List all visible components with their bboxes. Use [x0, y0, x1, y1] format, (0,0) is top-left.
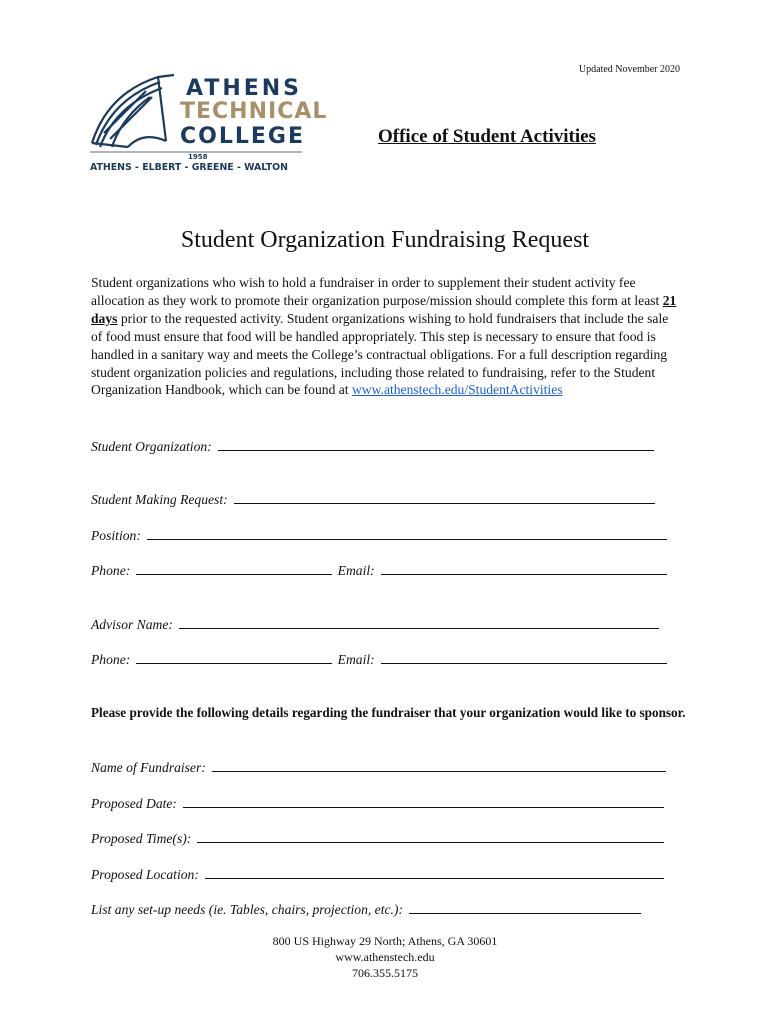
fundraiser-name-row — [91, 758, 666, 776]
form-title: Student Organization Fundraising Request — [180, 227, 590, 253]
intro-deadline: 21 days — [91, 292, 677, 326]
footer-website: www.athenstech.edu — [335, 950, 435, 964]
college-logo — [88, 73, 328, 173]
setup-needs-row — [91, 900, 641, 918]
student-org-label: Student Organization: — [91, 439, 212, 454]
intro-paragraph — [91, 274, 681, 399]
logo-year: 1958 — [188, 153, 208, 161]
email-label-1: Email: — [337, 563, 375, 578]
intro-text-2: prior to the requested activity. Student organizations wishing to hold fundraisers that include the sale of food must ensure that food will be handled appropriately. This step is necessary to ensure that food is handled in a sanitary way and meets the College’s contractual obligations. For a full description regarding student organization policies and regulations, including those related to fundraising, refer to the Student Organization Handbook, which can be found at — [91, 310, 669, 398]
phone-label-1: Phone: — [91, 563, 131, 578]
setup-needs-field[interactable] — [409, 900, 641, 914]
logo-technical: TECHNICAL — [180, 99, 328, 124]
logo-college: COLLEGE — [180, 124, 305, 149]
phone-label-2: Phone: — [91, 652, 131, 667]
proposed-time-field[interactable] — [197, 829, 664, 843]
fundraiser-name-label: Name of Fundraiser: — [91, 760, 206, 775]
fundraiser-name-field[interactable] — [212, 758, 666, 772]
position-row — [91, 526, 667, 544]
position-field[interactable] — [147, 526, 667, 540]
advisor-row — [91, 615, 659, 633]
proposed-time-row — [91, 829, 664, 847]
proposed-location-field[interactable] — [205, 865, 664, 879]
stadium-arch-icon — [88, 73, 328, 173]
footer — [0, 933, 770, 981]
proposed-date-row — [91, 794, 664, 812]
proposed-date-field[interactable] — [183, 794, 664, 808]
student-making-label: Student Making Request: — [91, 492, 228, 507]
student-making-field[interactable] — [234, 490, 655, 504]
position-label: Position: — [91, 528, 141, 543]
phone-field-1[interactable] — [136, 561, 332, 575]
updated-date: Updated November 2020 — [578, 64, 680, 75]
setup-needs-label: List any set-up needs (ie. Tables, chairs, projection, etc.): — [91, 902, 403, 917]
proposed-location-label: Proposed Location: — [91, 867, 199, 882]
logo-athens: ATHENS — [186, 76, 303, 101]
details-instructions: Please provide the following details regarding the fundraiser that your organization would like to sponsor. — [91, 705, 686, 720]
contact-row-1 — [91, 561, 667, 579]
advisor-label: Advisor Name: — [91, 617, 173, 632]
student-making-row — [91, 490, 655, 508]
contact-row-2 — [91, 650, 667, 668]
proposed-time-label: Proposed Time(s): — [91, 831, 192, 846]
student-org-row — [91, 437, 654, 455]
email-label-2: Email: — [337, 652, 375, 667]
advisor-field[interactable] — [179, 615, 659, 629]
footer-address: 800 US Highway 29 North; Athens, GA 30601 — [272, 934, 498, 948]
intro-text-1: Student organizations who wish to hold a fundraiser in order to supplement their student activity fee allocation as they work to promote their organization purpose/mission should complete this form at least — [91, 275, 663, 308]
footer-phone: 706.355.5175 — [352, 966, 418, 980]
office-heading: Office of Student Activities — [378, 126, 596, 147]
email-field-1[interactable] — [381, 561, 667, 575]
student-activities-link[interactable]: www.athenstech.edu/StudentActivities — [351, 382, 563, 398]
proposed-date-label: Proposed Date: — [91, 796, 177, 811]
proposed-location-row — [91, 865, 664, 883]
email-field-2[interactable] — [381, 650, 667, 664]
phone-field-2[interactable] — [136, 650, 332, 664]
logo-counties: ATHENS - ELBERT - GREENE - WALTON — [90, 162, 288, 173]
student-org-field[interactable] — [218, 437, 654, 451]
